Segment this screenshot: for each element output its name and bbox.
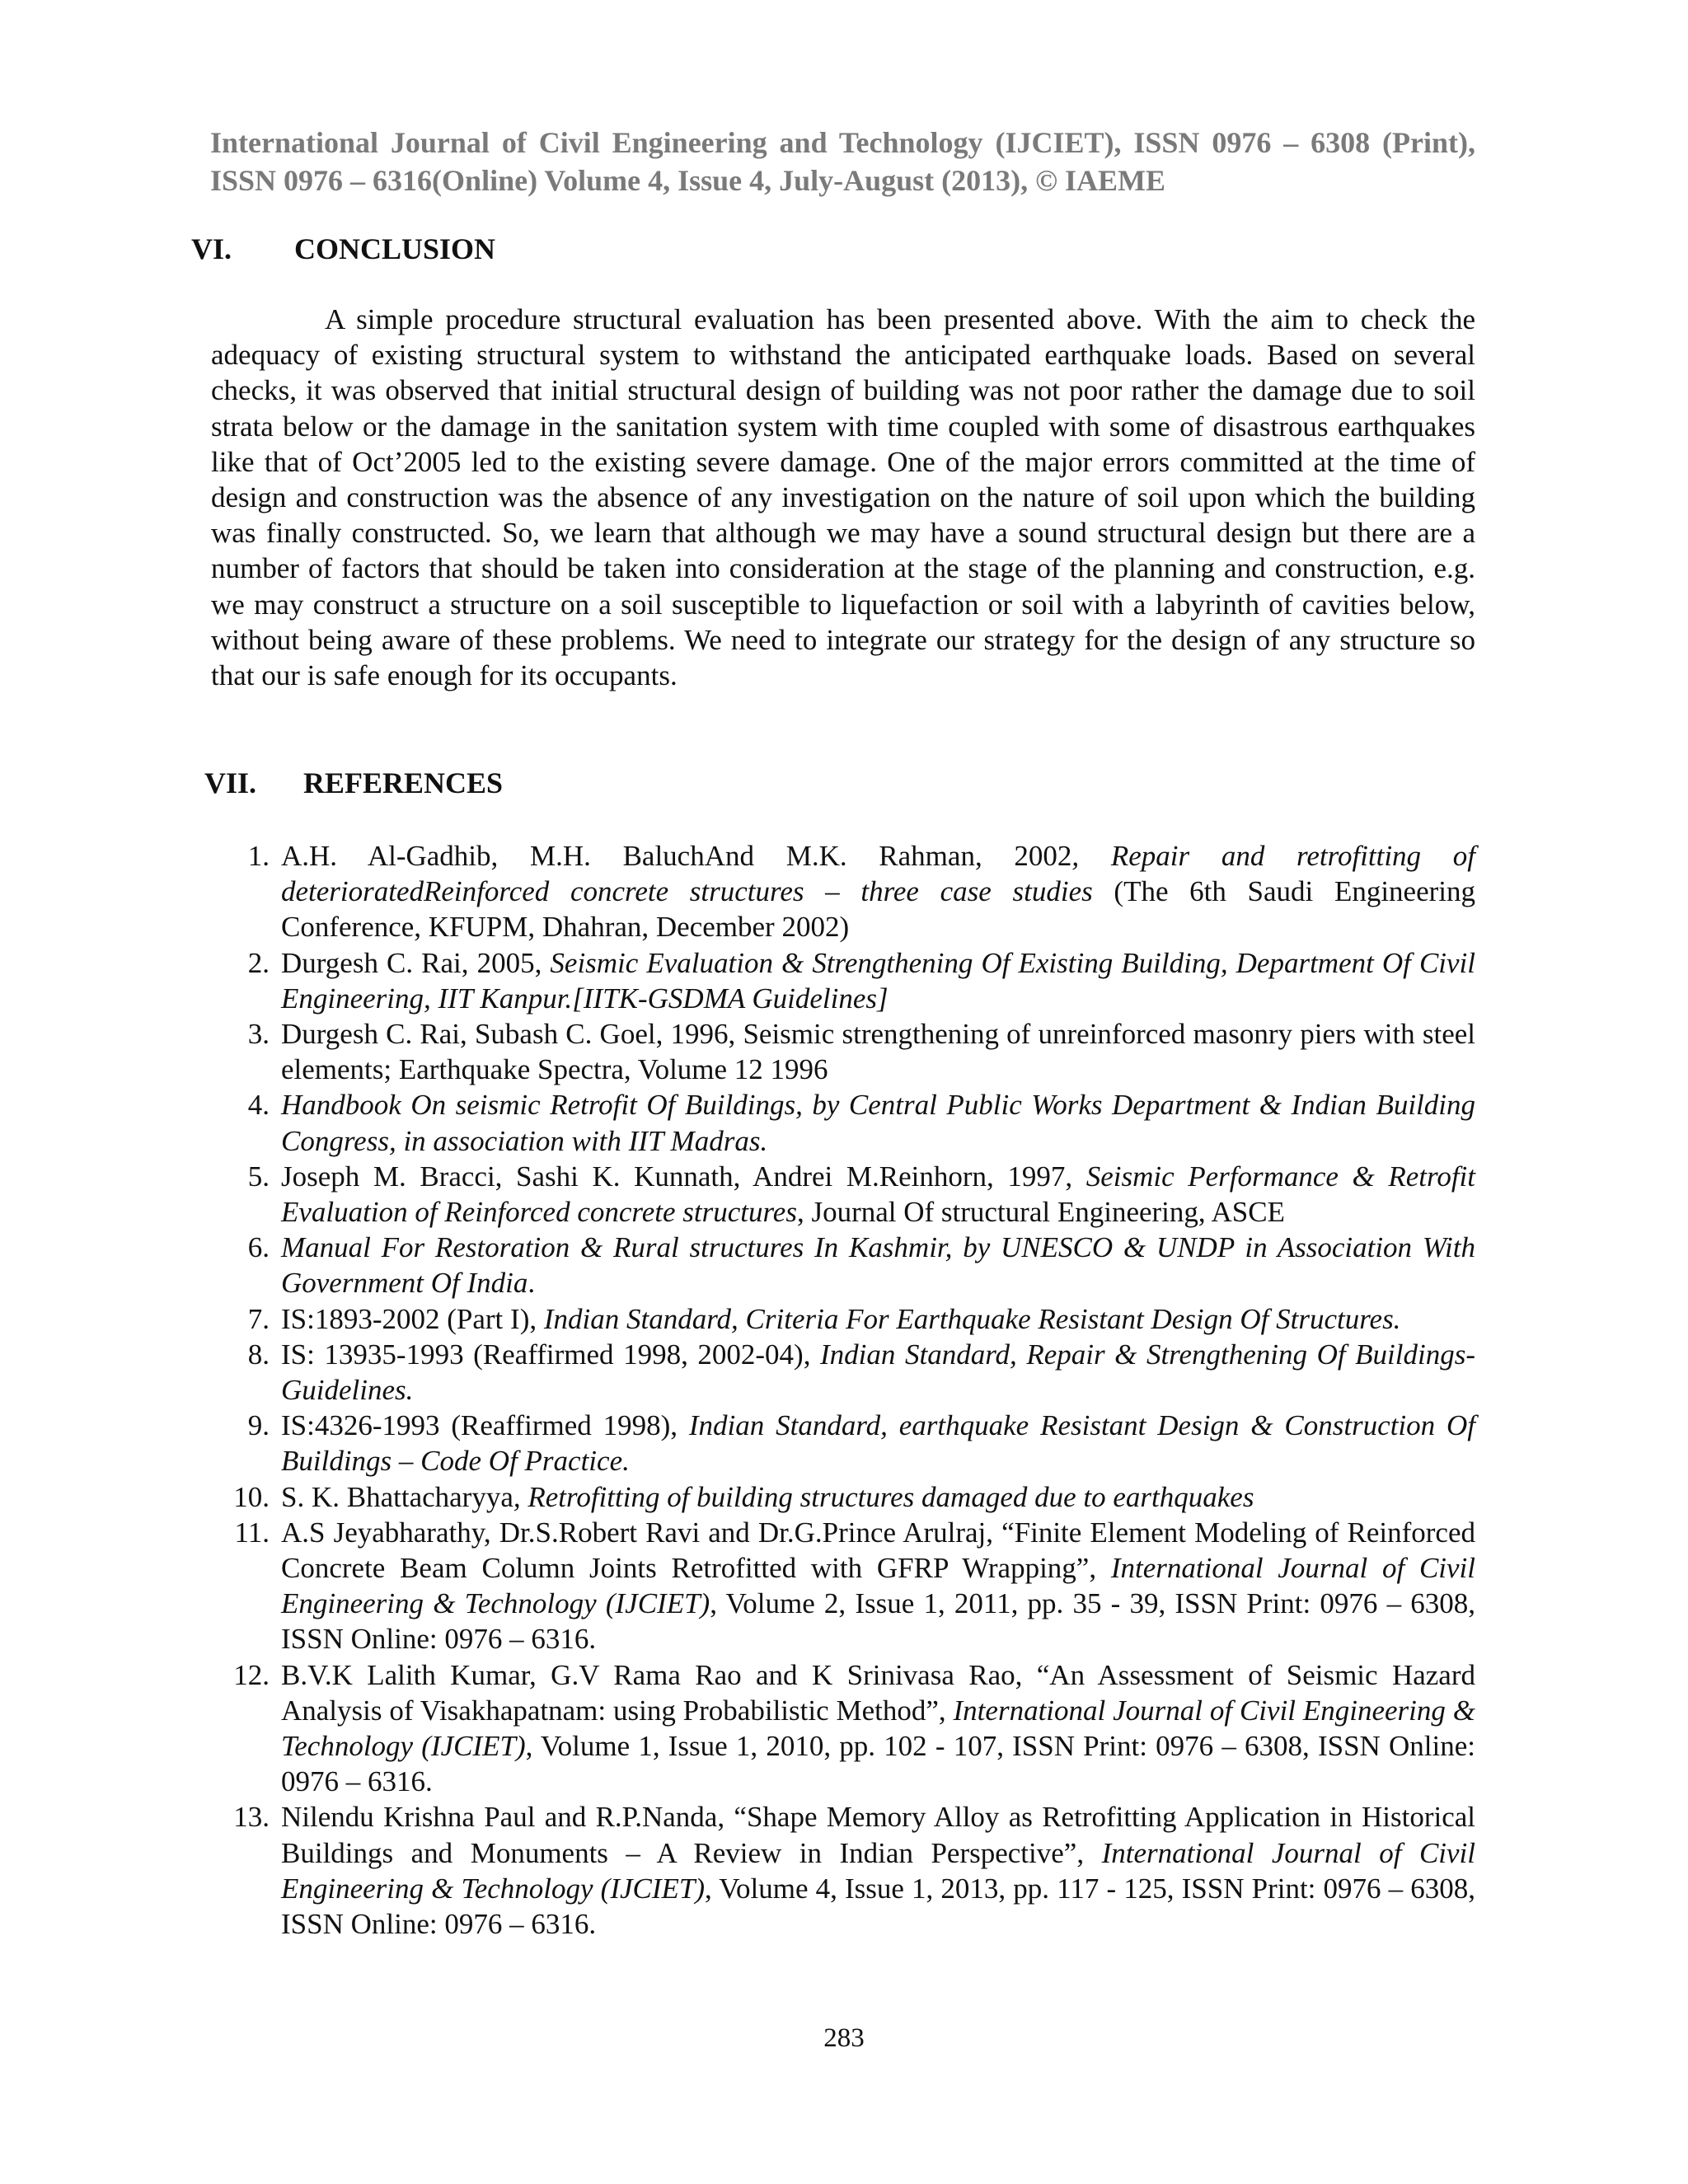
reference-italic-text: International Journal of Civil Engineering & Technology (IJCIET) xyxy=(281,1552,1475,1620)
reference-number: 9. xyxy=(247,1409,270,1442)
reference-italic-text: International Journal of Civil Engineering & Technology (IJCIET) xyxy=(281,1694,1475,1763)
reference-italic-text: Seismic Evaluation & Strengthening Of Existing Building, Department Of Civil Engineering, IIT Kanpur.[IITK-GSDMA Guidelines] xyxy=(281,946,1475,1015)
reference-number: 4. xyxy=(247,1089,270,1122)
page-number: 283 xyxy=(823,2023,865,2053)
reference-text: , Journal Of structural Engineering, ASCE xyxy=(796,1196,1285,1229)
reference-text: IS:1893-2002 (Part I), xyxy=(281,1302,544,1335)
reference-number: 6. xyxy=(247,1231,270,1264)
reference-number: 11. xyxy=(234,1516,270,1549)
conclusion-heading xyxy=(191,231,495,267)
reference-text: B.V.K Lalith Kumar, G.V Rama Rao and K Srinivasa Rao, “An Assessment of Seismic Hazard Analysis of Visakhapatnam: using Probabilistic Method”, xyxy=(281,1658,1475,1727)
reference-number: 13. xyxy=(233,1801,270,1834)
reference-text: , Volume 4, Issue 1, 2013, pp. 117 - 125, ISSN Print: 0976 – 6308, ISSN Online: 0976 – 6316. xyxy=(281,1872,1475,1941)
reference-item xyxy=(210,1159,1475,1230)
reference-text: A.S Jeyabharathy, Dr.S.Robert Ravi and Dr.G.Prince Arulraj, “Finite Element Modeling of Reinforced Concrete Beam Column Joints Retrofitted with GFRP Wrapping”, xyxy=(281,1516,1475,1585)
reference-text: A.H. Al-Gadhib, M.H. BaluchAnd M.K. Rahman, 2002 xyxy=(281,840,1072,872)
reference-text: . xyxy=(528,1267,536,1300)
reference-italic-text: Seismic Performance & Retrofit Evaluation of Reinforced concrete structures xyxy=(281,1160,1475,1229)
reference-text: Joseph M. Bracci, Sashi K. Kunnath, Andrei M.Reinhorn, 1997, xyxy=(281,1160,1086,1193)
reference-number: 2. xyxy=(247,946,270,979)
reference-text: , Volume 1, Issue 1, 2010, pp. 102 - 107, ISSN Print: 0976 – 6308, ISSN Online: 0976 – 6316. xyxy=(281,1730,1475,1798)
reference-item xyxy=(210,1230,1475,1301)
references-section-number: VII. xyxy=(204,766,257,799)
reference-text: Nilendu Krishna Paul and R.P.Nanda, “Shape Memory Alloy as Retrofitting Application in Historical Buildings and Monuments – A Review in Indian Perspective”, xyxy=(281,1801,1475,1869)
reference-text: , Volume 2, Issue 1, 2011, pp. 35 - 39, ISSN Print: 0976 – 6308, ISSN Online: 0976 – 6316. xyxy=(281,1587,1475,1656)
reference-item xyxy=(210,1016,1475,1087)
reference-item xyxy=(210,1515,1475,1657)
reference-text: (The 6th Saudi Engineering Conference, KFUPM, Dhahran, December 2002) xyxy=(281,875,1475,944)
references-title: REFERENCES xyxy=(303,766,504,799)
reference-number: 5. xyxy=(247,1160,270,1193)
reference-italic-text: International Journal of Civil Engineering & Technology (IJCIET) xyxy=(281,1836,1475,1905)
reference-italic-text: Handbook On seismic Retrofit Of Buildings, by Central Public Works Department & Indian Building Congress, in association with IIT Madras. xyxy=(281,1089,1475,1157)
reference-number: 7. xyxy=(247,1302,270,1335)
reference-text: IS:4326-1993 (Reaffirmed 1998), xyxy=(281,1409,689,1442)
reference-text: S. K. Bhattacharyya xyxy=(281,1480,513,1513)
reference-text: Durgesh C. Rai, Subash C. Goel, 1996, Seismic strengthening of unreinforced masonry piers with steel elements; Earthquake Spectra, Volume 12 1996 xyxy=(281,1018,1475,1086)
reference-italic-text: , Repair and retrofitting of deterioratedReinforced concrete structures – three case studies xyxy=(281,840,1475,908)
reference-number: 1. xyxy=(247,840,270,872)
reference-number: 10. xyxy=(233,1480,270,1513)
reference-number: 12. xyxy=(233,1658,270,1691)
reference-italic-text: Indian Standard, Criteria For Earthquake Resistant Design Of Structures. xyxy=(543,1302,1401,1335)
reference-item xyxy=(210,1799,1475,1942)
reference-italic-text: , Retrofitting of building structures damaged due to earthquakes xyxy=(513,1480,1254,1513)
reference-item xyxy=(210,1657,1475,1800)
reference-italic-text: Indian Standard, Repair & Strengthening Of Buildings-Guidelines. xyxy=(281,1338,1475,1407)
conclusion-paragraph: A simple procedure structural evaluation has been presented above. With the aim to check the adequacy of existing structural system to withstand the anticipated earthquake loads. Based on several checks, it was observed that initial structural design of building was not poor rather the damage due to soil strata below or the damage in the sanitation system with time coupled with some of disastrous earthquakes like that of Oct’2005 led to the existing severe damage. One of the major errors committed at the time of design and construction was the absence of any investigation on the nature of soil upon which the building was finally constructed. So, we learn that although we may have a sound structural design but there are a number of factors that should be taken into consideration at the stage of the planning and construction, e.g. we may construct a structure on a soil susceptible to liquefaction or soil with a labyrinth of cavities below, without being aware of these problems. We need to integrate our strategy for the design of any structure so that our is safe enough for its occupants. xyxy=(211,303,1475,692)
reference-list xyxy=(210,838,1475,1942)
reference-item xyxy=(210,838,1475,945)
reference-item xyxy=(210,1337,1475,1408)
journal-header: International Journal of Civil Engineering and Technology (IJCIET), ISSN 0976 – 6308 (Print), ISSN 0976 – 6316(Online) Volume 4, Issue 4, July-August (2013), © IAEME xyxy=(210,126,1475,197)
reference-item xyxy=(210,1479,1475,1515)
references-heading xyxy=(204,765,503,801)
reference-item xyxy=(210,945,1475,1016)
conclusion-section-number: VI. xyxy=(191,232,232,265)
reference-item xyxy=(210,1408,1475,1479)
reference-item xyxy=(210,1087,1475,1158)
reference-italic-text: Indian Standard, earthquake Resistant Design & Construction Of Buildings – Code Of Practice. xyxy=(281,1409,1476,1478)
conclusion-title: CONCLUSION xyxy=(294,232,496,265)
reference-item xyxy=(210,1301,1475,1337)
reference-number: 3. xyxy=(247,1018,270,1051)
reference-italic-text: Manual For Restoration & Rural structures In Kashmir, by UNESCO & UNDP in Association With Government Of India xyxy=(281,1231,1475,1300)
reference-text: Durgesh C. Rai, 2005, xyxy=(281,946,551,979)
reference-number: 8. xyxy=(247,1338,270,1371)
reference-text: IS: 13935-1993 (Reaffirmed 1998, 2002-04), xyxy=(281,1338,821,1371)
